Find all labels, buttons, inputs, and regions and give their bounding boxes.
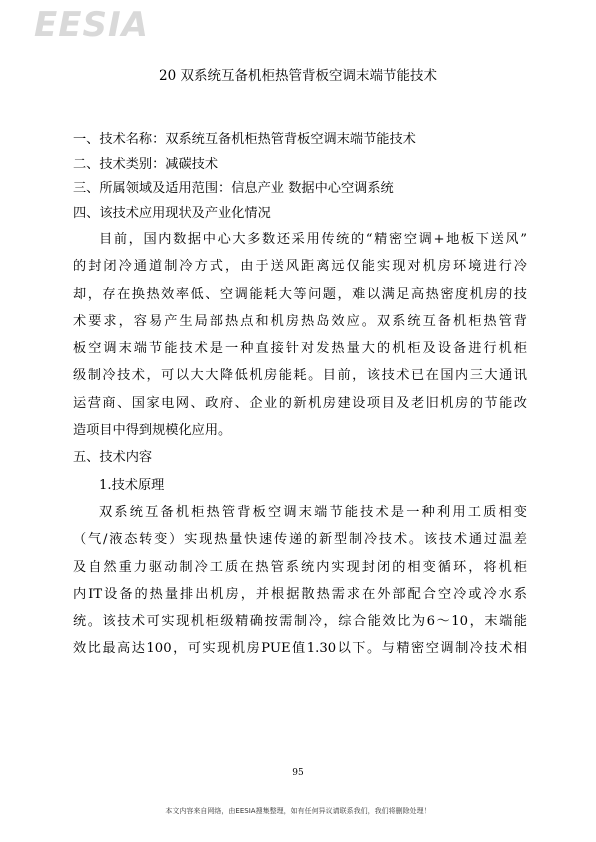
subsection-technology-principle: 1.技术原理 [99,477,165,493]
paragraph-line: 运营商、国家电网、政府、企业的新机房建设项目及老旧机房的节能改 [73,395,527,411]
paragraph-line: 内IT设备的热量排出机房，并根据散热需求在外部配合空冷或冷水系 [73,586,527,602]
paragraph-line: 造项目中得到规模化应用。 [73,423,232,439]
paragraph-line: 效比最高达100，可实现机房PUE值1.30以下。与精密空调制冷技术相 [73,641,527,657]
paragraph-line: （气/液态转变）实现热量快速传递的新型制冷技术。该技术通过温差 [73,532,527,548]
section-application-scope: 三、所属领域及适用范围：信息产业 数据中心空调系统 [73,181,394,196]
document-body [73,128,527,663]
paragraph-line: 却，存在换热效率低、空调能耗大等问题，难以满足高热密度机房的技 [73,286,527,302]
page-number: 95 [292,768,304,778]
paragraph-line: 的封闭冷通道制冷方式，由于送风距离远仅能实现对机房环境进行冷 [73,259,527,275]
paragraph-line: 双系统互备机柜热管背板空调末端节能技术是一种利用工质相变 [99,504,527,520]
paragraph-line: 统。该技术可实现机柜级精确按需制冷，综合能效比为6～10，末端能 [73,614,527,630]
section-technology-content: 五、技术内容 [73,450,153,466]
paragraph-technology-principle [73,499,527,663]
eesia-watermark-logo: EESIA [34,5,149,45]
section-technology-name: 一、技术名称：双系统互备机柜热管背板空调末端节能技术 [73,132,416,147]
section-application-status: 四、该技术应用现状及产业化情况 [73,205,271,221]
paragraph-line: 及自然重力驱动制冷工质在热管系统内实现封闭的相变循环，将机柜 [73,559,527,575]
section-technology-category: 二、技术类别：减碳技术 [73,156,219,172]
footer-disclaimer: 本文内容来自网络，由EESIA搜集整理，如有任何异议请联系我们，我们将删除处理！ [165,807,431,815]
paragraph-line: 术要求，容易产生局部热点和机房热岛效应。双系统互备机柜热管背 [73,313,527,329]
paragraph-line: 级制冷技术，可以大大降低机房能耗。目前，该技术已在国内三大通讯 [73,368,527,384]
document-title: 20 双系统互备机柜热管背板空调末端节能技术 [159,68,437,84]
paragraph-line: 目前，国内数据中心大多数还采用传统的“精密空调+地板下送风” [99,232,527,247]
paragraph-current-status [73,226,527,444]
paragraph-line: 板空调末端节能技术是一种直接针对发热量大的机柜及设备进行机柜 [73,341,527,357]
